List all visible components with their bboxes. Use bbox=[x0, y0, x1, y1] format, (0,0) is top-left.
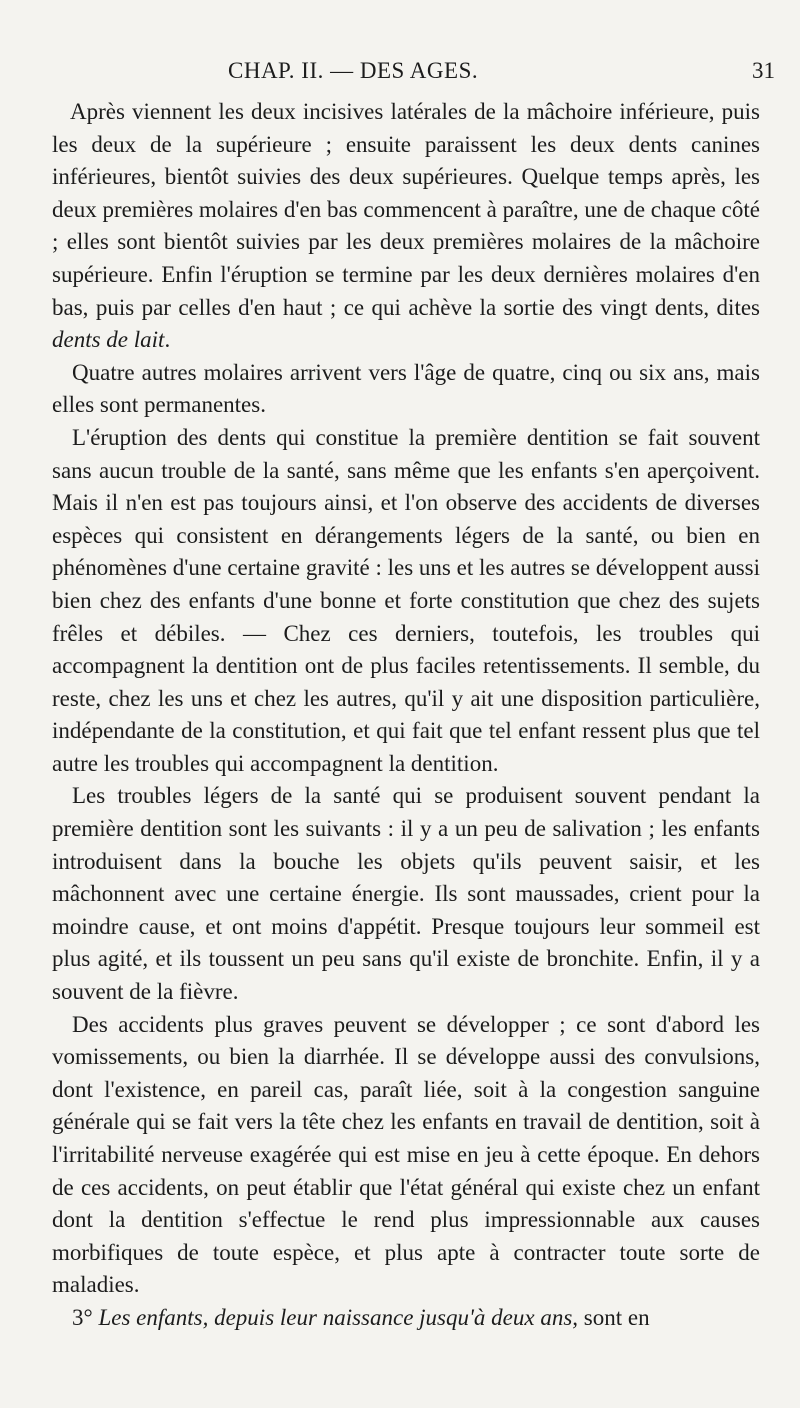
paragraph-grave-accidents bbox=[52, 1009, 760, 1302]
paragraph-light-troubles bbox=[52, 780, 760, 1008]
body-text bbox=[52, 96, 760, 1335]
italic-section-heading: Les enfants, depuis leur naissance jusqu'à deux ans, bbox=[98, 1304, 579, 1330]
paragraph-section-three bbox=[52, 1302, 760, 1335]
paragraph-end: . bbox=[164, 327, 171, 353]
section-number: 3° bbox=[72, 1304, 99, 1330]
paragraph-tooth-order bbox=[52, 96, 760, 357]
paragraph-eruption bbox=[52, 422, 760, 781]
page-number: 31 bbox=[752, 58, 775, 83]
paragraph-text: sont en bbox=[578, 1304, 650, 1330]
paragraph-text: L'éruption des dents qui constitue la première dentition se fait souvent sans aucun trouble de la santé, sans même que les enfants s'en aperçoivent. Mais il n'en est pas toujours ainsi, et l'on observe des accidents de diverses espèces qui consistent en dérangements légers de la santé, ou bien en phénomènes d'une certaine gravité : les uns et les autres se développent aussi bien chez des enfants d'une bonne et forte constitution que chez des sujets frêles et débiles. — Chez ces derniers, toutefois, les troubles qui accompagnent la dentition ont de plus faciles retentissements. Il semble, du reste, chez les uns et chez les autres, qu'il y ait une disposition particulière, indépendante de la constitution, et qui fait que tel enfant ressent plus que tel autre les troubles qui accompagnent la dentition. bbox=[52, 424, 760, 776]
running-head bbox=[0, 58, 800, 88]
paragraph-text: Quatre autres molaires arrivent vers l'âge de quatre, cinq ou six ans, mais elles sont permanentes. bbox=[52, 359, 760, 418]
paragraph-text: Après viennent les deux incisives latérales de la mâchoire inférieure, puis les deux de la supérieure ; ensuite paraissent les deux dents canines inférieures, bientôt suivies des deux supérieures. Quelque temps après, les deux premières molaires d'en bas commencent à paraître, une de chaque côté ; elles sont bientôt suivies par les deux premières molaires de la mâchoire supérieure. Enfin l'éruption se termine par les deux dernières molaires d'en bas, puis par celles d'en haut ; ce qui achève la sortie des vingt dents, dites bbox=[52, 99, 760, 320]
italic-term: dents de lait bbox=[52, 327, 165, 353]
chapter-title: CHAP. II. — DES AGES. bbox=[228, 58, 479, 83]
paragraph-text: Les troubles légers de la santé qui se produisent souvent pendant la première dentition sont les suivants : il y a un peu de salivation ; les enfants introduisent dans la bouche les objets qu'ils peuvent saisir, et les mâchonnent avec une certaine énergie. Ils sont maussades, crient pour la moindre cause, et ont moins d'appétit. Presque toujours leur sommeil est plus agité, et ils toussent un peu sans qu'il existe de bronchite. Enfin, il y a souvent de la fièvre. bbox=[52, 783, 760, 1005]
paragraph-text: Des accidents plus graves peuvent se développer ; ce sont d'abord les vomissements, ou bien la diarrhée. Il se développe aussi des convulsions, dont l'existence, en pareil cas, paraît liée, soit à la congestion sanguine générale qui se fait vers la tête chez les enfants en travail de dentition, soit à l'irritabilité nerveuse exagérée qui est mise en jeu à cette époque. En dehors de ces accidents, on peut établir que l'état général qui existe chez un enfant dont la dentition s'effectue le rend plus impressionnable aux causes morbifiques de toute espèce, et plus apte à contracter toute sorte de maladies. bbox=[52, 1011, 760, 1298]
paragraph-permanent-molars bbox=[52, 357, 760, 422]
